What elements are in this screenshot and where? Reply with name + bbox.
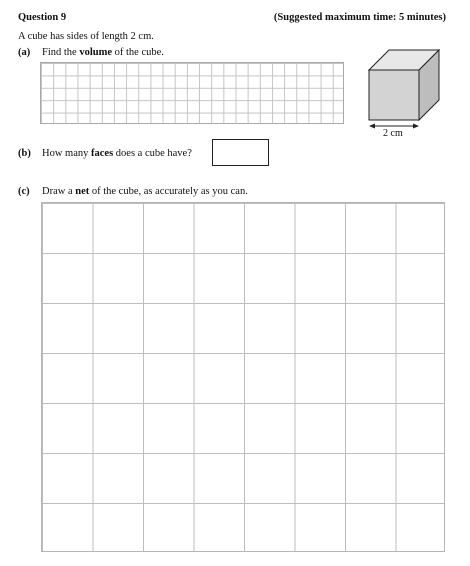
part-a-working-grid[interactable]	[40, 62, 344, 124]
part-c-prompt	[42, 186, 248, 197]
part-a-prompt	[42, 47, 164, 58]
question-intro: A cube has sides of length 2 cm.	[18, 31, 154, 42]
part-c-drawing-grid[interactable]	[41, 202, 445, 552]
part-c-label: (c)	[18, 186, 30, 197]
dimension-arrow-right-head	[413, 124, 419, 129]
part-b-answer-box[interactable]	[212, 139, 269, 166]
part-a-keyword: volume	[79, 47, 113, 58]
cube-diagram	[364, 44, 444, 140]
part-b-text-after: does a cube have?	[113, 148, 192, 159]
part-b-text-before: How many	[42, 148, 91, 159]
cube-dimension-label: 2 cm	[383, 128, 403, 139]
question-number: Question 9	[18, 12, 67, 23]
part-a-text-after: of the cube.	[112, 47, 164, 58]
part-a-text-before: Find the	[42, 47, 80, 58]
suggested-time: (Suggested maximum time: 5 minutes)	[273, 12, 446, 23]
dimension-arrow-left-head	[369, 124, 375, 129]
part-a-label: (a)	[18, 47, 31, 58]
part-c-text-before: Draw a	[42, 186, 76, 197]
part-c-keyword: net	[75, 186, 90, 197]
part-b-prompt	[42, 148, 192, 159]
part-b-label: (b)	[18, 148, 31, 159]
part-b-keyword: faces	[91, 148, 114, 159]
part-c-text-after: of the cube, as accurately as you can.	[89, 186, 248, 197]
cube-front-face	[369, 70, 419, 120]
